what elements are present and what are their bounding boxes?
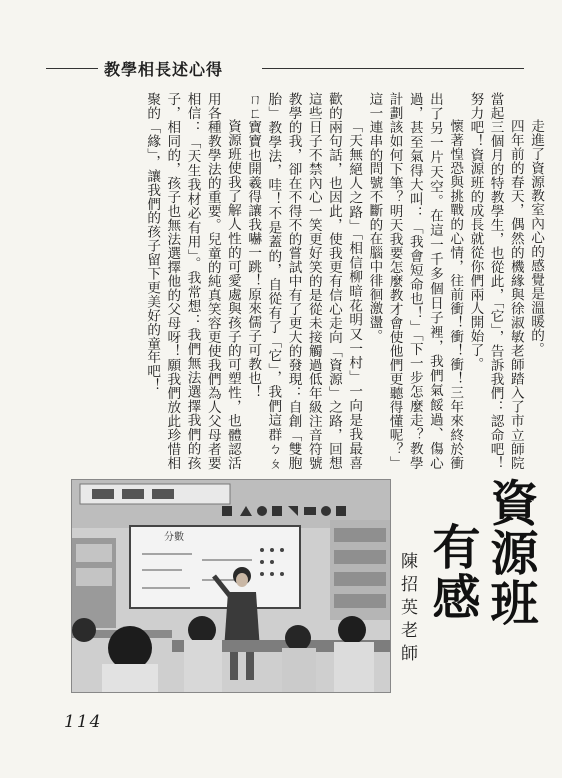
article-paragraph: 懷著惶恐與挑戰的心情，往前衝！衝！衝！三年來終於衝出了另一片天空。在這一千多個日子裡，我們氣餒過、傷心過，甚至氣得大叫：「我會短命也！」「下一步怎麼走？教學計劃該如何下筆？明天我要怎麼教才會使他們更聽得懂呢？」這一連串的問號不斷的在腦中徘徊激盪。 xyxy=(366,92,464,470)
header-rule-left xyxy=(46,68,98,69)
article-title-continued: 有感 xyxy=(424,522,480,622)
article-paragraph: 四年前的春天，偶然的機緣與徐淑敏老師踏入了市立師院當起三個月的特教學生，也從此，「它」，告訴我們：認命吧！努力吧！資源班的成長就從你們兩人開始了。 xyxy=(467,92,524,470)
page-number: 114 xyxy=(64,712,103,732)
article-body xyxy=(46,92,546,470)
header-rule-right xyxy=(262,68,524,69)
article-paragraph: 資源班使我了解人性的可愛處與孩子的可塑性，也體認活用各種教學法的重要。兒童的純真笑容更使我們為人父母者要相信：「天生我材必有用」。我常想：我們無法選擇我們的孩子，相同的，孩子也無法選擇他的父母呀！願我們放此珍惜相聚的「緣」，讓我們的孩子留下更美好的童年吧！ xyxy=(144,92,241,470)
author-byline: 陳招英老師 xyxy=(397,552,417,667)
article-title: 資源班 xyxy=(482,478,538,628)
board-header: 分數 xyxy=(164,532,184,543)
article-paragraph: 走進了資源教室內心的感覺是溫暖的。 xyxy=(528,119,544,357)
article-paragraph: 「天無絕人之路」「相信柳暗花明又一村」一向是我最喜歡的兩句話，也因此，使我更有信心走向「資源」之路，回想這些日子不禁內心一笑更好笑的是從未接觸過低年級注音符號教學的我，卻在不得不的嘗試中有了更大的發現：自創「雙胞胎」教學法，哇！不是蓋的，自從有了「它」，我們這群ㄅㄆㄇㄈ寶寶也開羲得讓我嚇一跳！原來儒子可教也！ xyxy=(245,92,363,470)
section-title: 教學相長述心得 xyxy=(104,60,224,79)
classroom-photo xyxy=(71,479,391,693)
